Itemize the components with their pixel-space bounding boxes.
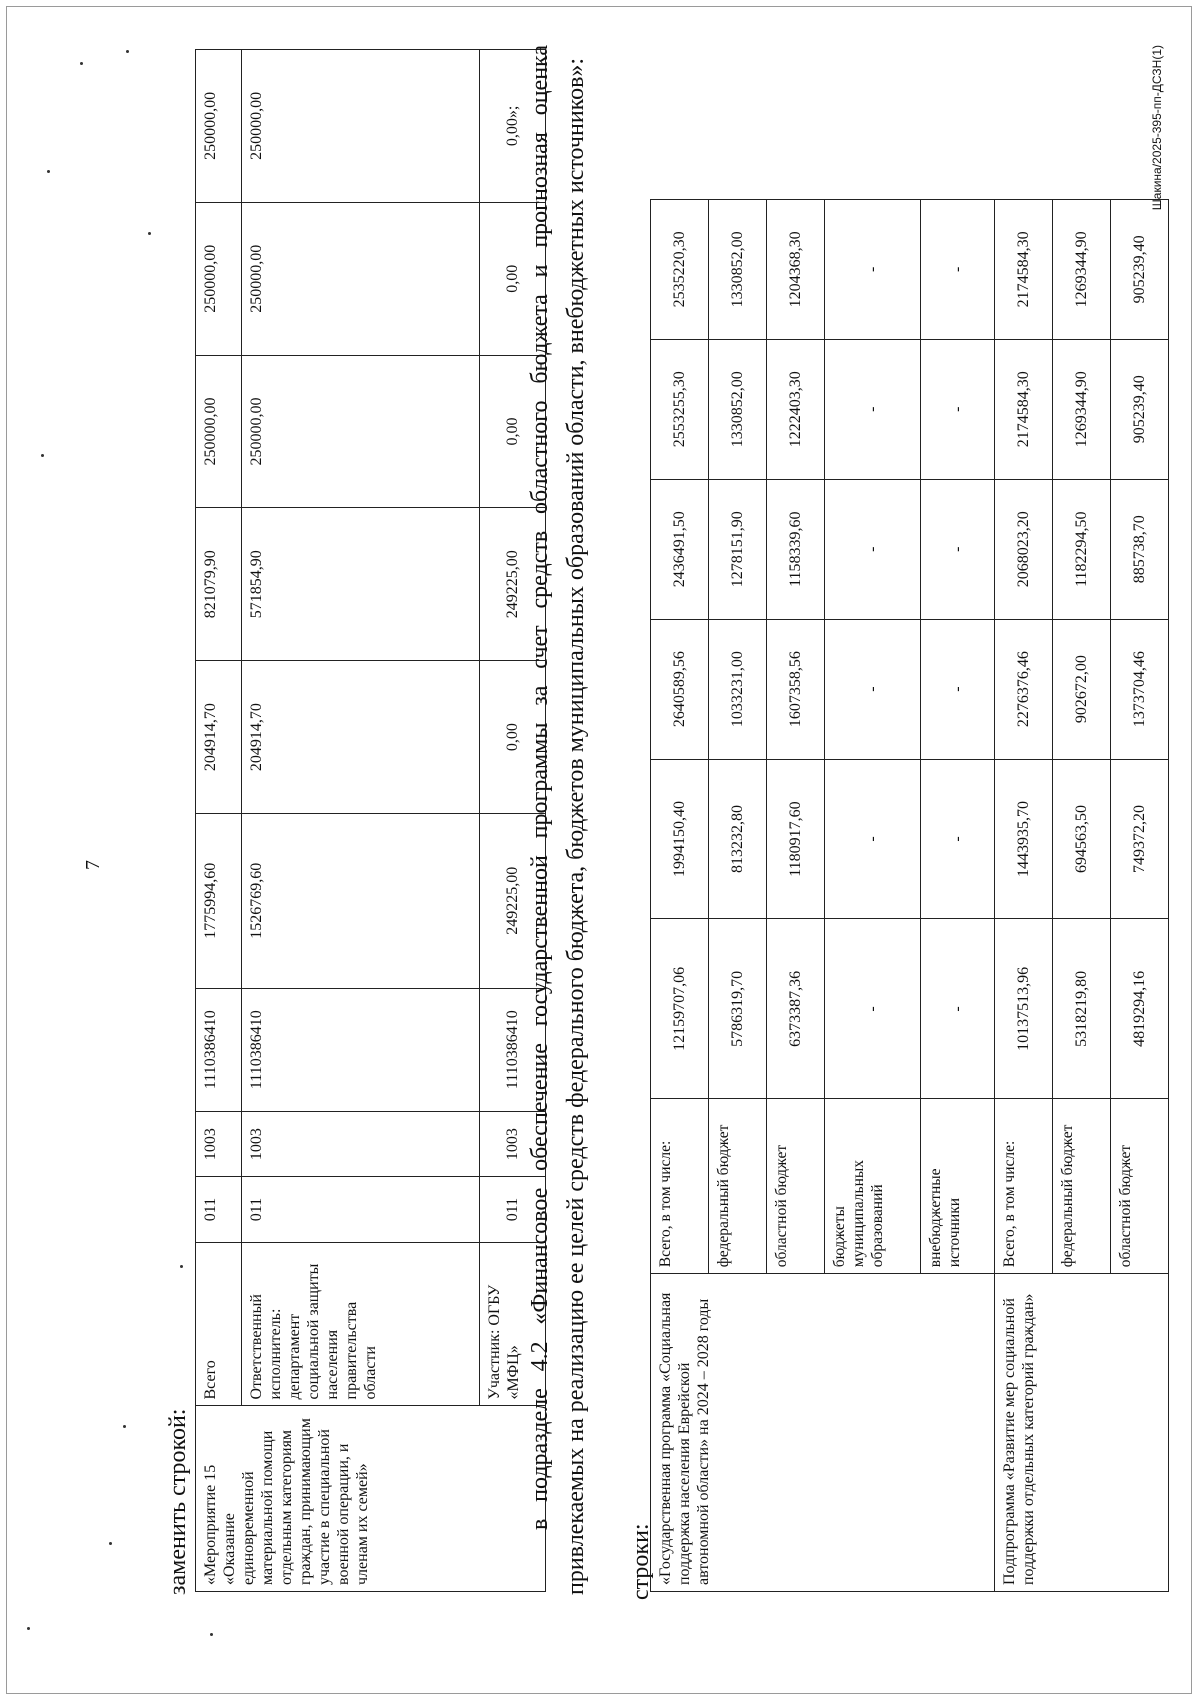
amount-cell: 694563,50	[1053, 759, 1111, 919]
amount-cell: 250000,00	[242, 50, 480, 203]
amount-cell: 6373387,36	[767, 919, 825, 1099]
target-code: 1110386410	[196, 988, 242, 1111]
section-code: 1003	[196, 1111, 242, 1176]
amount-cell: -	[921, 919, 995, 1099]
financing-table	[650, 49, 1169, 1592]
amount-cell: 1330852,00	[709, 199, 767, 339]
row-label: Участник: ОГБУ «МФЦ»	[480, 1242, 546, 1406]
amount-cell: 1607358,56	[767, 619, 825, 759]
amount-cell: 4819294,16	[1111, 919, 1169, 1099]
amount-cell: 1182294,50	[1053, 479, 1111, 619]
amount-cell: -	[921, 619, 995, 759]
amount-cell: 2068023,20	[995, 479, 1053, 619]
program-name: «Государственная программа «Социальная поддержка населения Еврейской автономной области» на 2024 – 2028 годы	[651, 1274, 995, 1592]
table-row	[196, 50, 242, 1592]
amount-cell: 249225,00	[480, 508, 546, 661]
amount-cell: 1278151,90	[709, 479, 767, 619]
page-number: 7	[82, 860, 104, 870]
amount-cell: -	[825, 619, 921, 759]
section-code: 1003	[480, 1111, 546, 1176]
amount-cell: 2276376,46	[995, 619, 1053, 759]
amount-cell: 571854,90	[242, 508, 480, 661]
target-code: 1110386410	[480, 988, 546, 1111]
amount-cell: 249225,00	[480, 813, 546, 988]
funding-source: федеральный бюджет	[1053, 1099, 1111, 1274]
amount-cell: 0,00»;	[480, 50, 546, 203]
measure-title: «Мероприятие 15 «Оказание единовременной материальной помощи отдельным категориям граждан, принимающим участие в специальной военной операции, и членам их семей»	[196, 1406, 546, 1592]
amount-cell: 1373704,46	[1111, 619, 1169, 759]
amount-cell: 0,00	[480, 661, 546, 814]
amount-cell: 250000,00	[242, 202, 480, 355]
amount-cell: 813232,80	[709, 759, 767, 919]
row-label: Всего	[196, 1242, 242, 1406]
amount-cell: 821079,90	[196, 508, 242, 661]
amount-cell: 5318219,80	[1053, 919, 1111, 1099]
table-row	[651, 50, 709, 1592]
amount-cell: 250000,00	[196, 50, 242, 203]
funding-source: Всего, в том числе:	[995, 1099, 1053, 1274]
grbs-code: 011	[196, 1177, 242, 1242]
amount-cell: 905239,40	[1111, 199, 1169, 339]
amount-cell: 885738,70	[1111, 479, 1169, 619]
amount-cell: 1158339,60	[767, 479, 825, 619]
table-row	[242, 50, 480, 1592]
amount-cell: 250000,00	[196, 355, 242, 508]
amount-cell: 12159707,06	[651, 919, 709, 1099]
amount-cell: 5786319,70	[709, 919, 767, 1099]
amount-cell: 1526769,60	[242, 813, 480, 988]
section-code: 1003	[242, 1111, 480, 1176]
amount-cell: -	[921, 339, 995, 479]
document-code: Шакина/2025-395-пп-ДСЗН(1)	[1150, 45, 1164, 211]
subprogram-name: Подпрограмма «Развитие мер социальной поддержки отдельных категорий граждан»	[995, 1274, 1169, 1592]
amount-cell: 749372,20	[1111, 759, 1169, 919]
amount-cell: -	[921, 199, 995, 339]
amount-cell: -	[825, 919, 921, 1099]
body-paragraph: в подразделе 4.2 «Финансовое обеспечение государственной программы за счет средств областного бюджета и прогнозная оценка привлекаемых на реализацию ее целей средств федерального бюджета, бюджетов муниципальных образований области, внебюджетных источников»:	[527, 45, 589, 1595]
amount-cell: -	[825, 479, 921, 619]
amount-cell: 2174584,30	[995, 339, 1053, 479]
amount-cell: 2640589,56	[651, 619, 709, 759]
amount-cell: 10137513,96	[995, 919, 1053, 1099]
amount-cell: 2535220,30	[651, 199, 709, 339]
amount-cell: -	[921, 479, 995, 619]
amount-cell: 1222403,30	[767, 339, 825, 479]
amount-cell: -	[825, 199, 921, 339]
amount-cell: 2174584,30	[995, 199, 1053, 339]
amount-cell: 0,00	[480, 355, 546, 508]
amount-cell: 1330852,00	[709, 339, 767, 479]
amount-cell: 0,00	[480, 202, 546, 355]
target-code: 1110386410	[242, 988, 480, 1111]
amount-cell: 2553255,30	[651, 339, 709, 479]
replacement-table	[195, 49, 546, 1592]
amount-cell: 250000,00	[196, 202, 242, 355]
funding-source: областной бюджет	[767, 1099, 825, 1274]
funding-source: внебюджетные источники	[921, 1099, 995, 1274]
amount-cell: -	[825, 339, 921, 479]
funding-source: областной бюджет	[1111, 1099, 1169, 1274]
amount-cell: 1204368,30	[767, 199, 825, 339]
row-label: Ответственный исполнитель: департамент социальной защиты населения правительства области	[242, 1242, 480, 1406]
amount-cell: 1269344,90	[1053, 339, 1111, 479]
amount-cell: 905239,40	[1111, 339, 1169, 479]
amount-cell: -	[825, 759, 921, 919]
amount-cell: 2436491,50	[651, 479, 709, 619]
amount-cell: 1180917,60	[767, 759, 825, 919]
grbs-code: 011	[242, 1177, 480, 1242]
amount-cell: 1994150,40	[651, 759, 709, 919]
amount-cell: 250000,00	[242, 355, 480, 508]
amount-cell: 1269344,90	[1053, 199, 1111, 339]
grbs-code: 011	[480, 1177, 546, 1242]
amount-cell: 902672,00	[1053, 619, 1111, 759]
amount-cell: 204914,70	[196, 661, 242, 814]
replace-instruction: заменить строкой:	[165, 1408, 191, 1595]
funding-source: Всего, в том числе:	[651, 1099, 709, 1274]
amount-cell: 204914,70	[242, 661, 480, 814]
amount-cell: -	[921, 759, 995, 919]
table-row	[995, 50, 1053, 1592]
amount-cell: 1775994,60	[196, 813, 242, 988]
amount-cell: 1443935,70	[995, 759, 1053, 919]
funding-source: федеральный бюджет	[709, 1099, 767, 1274]
amount-cell: 1033231,00	[709, 619, 767, 759]
funding-source: бюджеты муниципальных образований	[825, 1099, 921, 1274]
rows-label: строки:	[628, 1523, 654, 1600]
